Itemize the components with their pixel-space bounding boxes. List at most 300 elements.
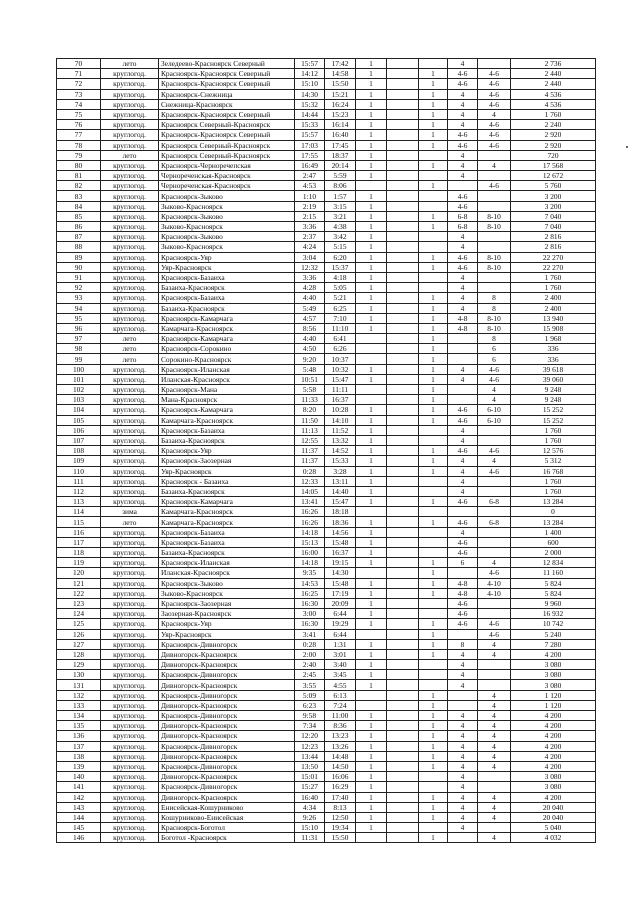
- col-a-cell: 1: [356, 588, 387, 598]
- col-b-cell: [387, 700, 419, 710]
- col-b-cell: [387, 344, 419, 354]
- cars-count-a-cell: 4-8: [448, 323, 478, 333]
- cars-count-b-cell: 4: [478, 761, 511, 771]
- route-cell: Красноярск Северный-Красноярск: [159, 120, 295, 130]
- period-cell: круглогод.: [101, 578, 159, 588]
- col-a-cell: [356, 629, 387, 639]
- col-a-cell: 1: [356, 721, 387, 731]
- row-number-cell: 140: [57, 772, 101, 782]
- row-number-cell: 110: [57, 466, 101, 476]
- cars-count-a-cell: 4-6: [448, 415, 478, 425]
- col-c-cell: 1: [419, 395, 448, 405]
- value-cell: 3 200: [511, 201, 596, 211]
- table-row: [57, 334, 596, 344]
- cars-count-a-cell: [448, 385, 478, 395]
- value-cell: 12 672: [511, 171, 596, 181]
- row-number-cell: 138: [57, 751, 101, 761]
- value-cell: 3 080: [511, 660, 596, 670]
- col-a-cell: 1: [356, 79, 387, 89]
- departure-time-cell: 11:33: [295, 395, 325, 405]
- period-cell: круглогод.: [101, 548, 159, 558]
- col-b-cell: [387, 323, 419, 333]
- col-b-cell: [387, 466, 419, 476]
- period-cell: круглогод.: [101, 609, 159, 619]
- cars-count-b-cell: 4-6: [478, 619, 511, 629]
- table-row: [57, 751, 596, 761]
- col-b-cell: [387, 812, 419, 822]
- arrival-time-cell: 6:20: [325, 252, 356, 262]
- period-cell: круглогод.: [101, 812, 159, 822]
- arrival-time-cell: 13:26: [325, 741, 356, 751]
- col-b-cell: [387, 782, 419, 792]
- col-c-cell: 1: [419, 140, 448, 150]
- col-a-cell: 1: [356, 639, 387, 649]
- cars-count-b-cell: 4-6: [478, 446, 511, 456]
- period-cell: круглогод.: [101, 374, 159, 384]
- period-cell: круглогод.: [101, 466, 159, 476]
- row-number-cell: 130: [57, 670, 101, 680]
- departure-time-cell: 9:26: [295, 812, 325, 822]
- row-number-cell: 117: [57, 537, 101, 547]
- row-number-cell: 113: [57, 497, 101, 507]
- departure-time-cell: 14:53: [295, 578, 325, 588]
- route-cell: Красноярск-Иланская: [159, 558, 295, 568]
- departure-time-cell: 14:44: [295, 109, 325, 119]
- departure-time-cell: 9:35: [295, 568, 325, 578]
- route-cell: Красноярск Северный-Красноярск: [159, 150, 295, 160]
- period-cell: круглогод.: [101, 262, 159, 272]
- col-c-cell: 1: [419, 629, 448, 639]
- col-b-cell: [387, 232, 419, 242]
- cars-count-b-cell: 4-6: [478, 79, 511, 89]
- row-number-cell: 132: [57, 690, 101, 700]
- departure-time-cell: 16:40: [295, 792, 325, 802]
- route-cell: Дивногорск-Красноярск: [159, 792, 295, 802]
- row-number-cell: 112: [57, 486, 101, 496]
- cars-count-b-cell: 4: [478, 456, 511, 466]
- col-b-cell: [387, 150, 419, 160]
- table-row: [57, 99, 596, 109]
- cars-count-b-cell: 4: [478, 812, 511, 822]
- row-number-cell: 79: [57, 150, 101, 160]
- table-row: [57, 476, 596, 486]
- col-c-cell: [419, 242, 448, 252]
- value-cell: 5 312: [511, 456, 596, 466]
- value-cell: 7 040: [511, 222, 596, 232]
- value-cell: 336: [511, 344, 596, 354]
- period-cell: круглогод.: [101, 537, 159, 547]
- value-cell: 720: [511, 150, 596, 160]
- period-cell: круглогод.: [101, 598, 159, 608]
- period-cell: круглогод.: [101, 660, 159, 670]
- value-cell: 1 760: [511, 425, 596, 435]
- value-cell: 15 908: [511, 323, 596, 333]
- period-cell: круглогод.: [101, 751, 159, 761]
- cars-count-b-cell: [478, 598, 511, 608]
- cars-count-a-cell: 4: [448, 425, 478, 435]
- col-c-cell: [419, 272, 448, 282]
- value-cell: 4 200: [511, 721, 596, 731]
- col-a-cell: [356, 833, 387, 843]
- period-cell: круглогод.: [101, 283, 159, 293]
- row-number-cell: 145: [57, 823, 101, 833]
- col-b-cell: [387, 211, 419, 221]
- col-a-cell: 1: [356, 466, 387, 476]
- table-row: [57, 232, 596, 242]
- row-number-cell: 139: [57, 761, 101, 771]
- row-number-cell: 109: [57, 456, 101, 466]
- cars-count-b-cell: 4-6: [478, 374, 511, 384]
- period-cell: круглогод.: [101, 79, 159, 89]
- cars-count-b-cell: [478, 242, 511, 252]
- row-number-cell: 144: [57, 812, 101, 822]
- col-a-cell: 1: [356, 130, 387, 140]
- col-c-cell: 1: [419, 222, 448, 232]
- row-number-cell: 133: [57, 700, 101, 710]
- route-cell: Дивногорск-Красноярск: [159, 772, 295, 782]
- row-number-cell: 101: [57, 374, 101, 384]
- col-c-cell: 1: [419, 568, 448, 578]
- cars-count-a-cell: 4-8: [448, 588, 478, 598]
- table-row: [57, 272, 596, 282]
- departure-time-cell: 13:44: [295, 751, 325, 761]
- col-c-cell: 1: [419, 700, 448, 710]
- route-cell: Кошурниково-Енисейская: [159, 812, 295, 822]
- cars-count-a-cell: 4: [448, 364, 478, 374]
- arrival-time-cell: 19:15: [325, 558, 356, 568]
- col-b-cell: [387, 507, 419, 517]
- col-c-cell: 1: [419, 405, 448, 415]
- col-a-cell: 1: [356, 150, 387, 160]
- cars-count-a-cell: 4-6: [448, 262, 478, 272]
- row-number-cell: 128: [57, 649, 101, 659]
- table-row: [57, 639, 596, 649]
- col-c-cell: 1: [419, 89, 448, 99]
- table-row: [57, 568, 596, 578]
- arrival-time-cell: 10:28: [325, 405, 356, 415]
- departure-time-cell: 12:20: [295, 731, 325, 741]
- col-b-cell: [387, 751, 419, 761]
- col-a-cell: 1: [356, 242, 387, 252]
- col-b-cell: [387, 354, 419, 364]
- col-b-cell: [387, 130, 419, 140]
- table-row: [57, 527, 596, 537]
- table-row: [57, 711, 596, 721]
- period-cell: круглогод.: [101, 69, 159, 79]
- departure-time-cell: 12:23: [295, 741, 325, 751]
- col-c-cell: [419, 598, 448, 608]
- departure-time-cell: 15:57: [295, 59, 325, 69]
- route-cell: Красноярск-Снежница: [159, 89, 295, 99]
- route-cell: Мана-Красноярск: [159, 395, 295, 405]
- period-cell: круглогод.: [101, 435, 159, 445]
- departure-time-cell: 3:55: [295, 680, 325, 690]
- col-b-cell: [387, 446, 419, 456]
- route-cell: Красноярск-Зыково: [159, 211, 295, 221]
- period-cell: круглогод.: [101, 252, 159, 262]
- period-cell: круглогод.: [101, 670, 159, 680]
- cars-count-a-cell: 4-6: [448, 140, 478, 150]
- cars-count-a-cell: [448, 690, 478, 700]
- col-b-cell: [387, 109, 419, 119]
- table-row: [57, 130, 596, 140]
- cars-count-b-cell: 4-6: [478, 629, 511, 639]
- col-b-cell: [387, 222, 419, 232]
- row-number-cell: 88: [57, 242, 101, 252]
- table-row: [57, 435, 596, 445]
- arrival-time-cell: 14:40: [325, 486, 356, 496]
- arrival-time-cell: 17:40: [325, 792, 356, 802]
- table-row: [57, 181, 596, 191]
- value-cell: 0: [511, 507, 596, 517]
- departure-time-cell: 16:30: [295, 598, 325, 608]
- cars-count-b-cell: 8: [478, 334, 511, 344]
- col-c-cell: 1: [419, 558, 448, 568]
- col-a-cell: 1: [356, 548, 387, 558]
- cars-count-b-cell: 4-6: [478, 364, 511, 374]
- cars-count-b-cell: 8-10: [478, 313, 511, 323]
- cars-count-a-cell: 4: [448, 476, 478, 486]
- col-c-cell: [419, 782, 448, 792]
- table-row: [57, 619, 596, 629]
- table-row: [57, 823, 596, 833]
- period-cell: круглогод.: [101, 130, 159, 140]
- value-cell: 2 920: [511, 130, 596, 140]
- period-cell: круглогод.: [101, 761, 159, 771]
- arrival-time-cell: 6:25: [325, 303, 356, 313]
- period-cell: круглогод.: [101, 680, 159, 690]
- route-cell: Красноярск-Базаиха: [159, 293, 295, 303]
- arrival-time-cell: 6:41: [325, 334, 356, 344]
- route-cell: Базаиха-Красноярск: [159, 486, 295, 496]
- value-cell: 13 284: [511, 497, 596, 507]
- value-cell: 22 270: [511, 262, 596, 272]
- cars-count-a-cell: 4-6: [448, 252, 478, 262]
- col-b-cell: [387, 303, 419, 313]
- value-cell: 2 400: [511, 293, 596, 303]
- col-a-cell: 1: [356, 731, 387, 741]
- period-cell: круглогод.: [101, 425, 159, 435]
- col-a-cell: 1: [356, 303, 387, 313]
- cars-count-b-cell: [478, 150, 511, 160]
- period-cell: круглогод.: [101, 181, 159, 191]
- value-cell: 15 252: [511, 405, 596, 415]
- schedule-rows: [57, 59, 596, 843]
- table-row: [57, 109, 596, 119]
- cars-count-b-cell: [478, 59, 511, 69]
- arrival-time-cell: 5:05: [325, 283, 356, 293]
- arrival-time-cell: 17:45: [325, 140, 356, 150]
- departure-time-cell: 1:10: [295, 191, 325, 201]
- cars-count-b-cell: 6-10: [478, 405, 511, 415]
- arrival-time-cell: 14:48: [325, 751, 356, 761]
- col-a-cell: 1: [356, 99, 387, 109]
- cars-count-a-cell: 6: [448, 558, 478, 568]
- value-cell: 9 248: [511, 385, 596, 395]
- cars-count-a-cell: 6-8: [448, 211, 478, 221]
- row-number-cell: 72: [57, 79, 101, 89]
- value-cell: 1 120: [511, 690, 596, 700]
- route-cell: Красноярск-Базаиха: [159, 272, 295, 282]
- col-b-cell: [387, 792, 419, 802]
- col-c-cell: 1: [419, 802, 448, 812]
- value-cell: 4 200: [511, 751, 596, 761]
- row-number-cell: 143: [57, 802, 101, 812]
- col-a-cell: 1: [356, 527, 387, 537]
- col-c-cell: 1: [419, 334, 448, 344]
- period-cell: круглогод.: [101, 89, 159, 99]
- departure-time-cell: 15:32: [295, 99, 325, 109]
- departure-time-cell: 14:18: [295, 558, 325, 568]
- value-cell: 5 040: [511, 823, 596, 833]
- col-a-cell: [356, 507, 387, 517]
- departure-time-cell: 12:33: [295, 476, 325, 486]
- col-b-cell: [387, 191, 419, 201]
- row-number-cell: 76: [57, 120, 101, 130]
- row-number-cell: 73: [57, 89, 101, 99]
- col-b-cell: [387, 761, 419, 771]
- arrival-time-cell: 4:18: [325, 272, 356, 282]
- col-b-cell: [387, 588, 419, 598]
- table-row: [57, 313, 596, 323]
- route-cell: Красноярск-Боготол: [159, 823, 295, 833]
- cars-count-b-cell: [478, 201, 511, 211]
- table-row: [57, 354, 596, 364]
- departure-time-cell: 2:47: [295, 171, 325, 181]
- period-cell: круглогод.: [101, 140, 159, 150]
- arrival-time-cell: 18:37: [325, 150, 356, 160]
- arrival-time-cell: 14:30: [325, 568, 356, 578]
- value-cell: 1 968: [511, 334, 596, 344]
- route-cell: Красноярск-Иланская: [159, 364, 295, 374]
- col-b-cell: [387, 548, 419, 558]
- cars-count-a-cell: 4: [448, 670, 478, 680]
- arrival-time-cell: 15:47: [325, 497, 356, 507]
- cars-count-a-cell: 4-6: [448, 619, 478, 629]
- arrival-time-cell: 11:00: [325, 711, 356, 721]
- period-cell: круглогод.: [101, 823, 159, 833]
- table-row: [57, 802, 596, 812]
- col-b-cell: [387, 293, 419, 303]
- cars-count-b-cell: 4-6: [478, 89, 511, 99]
- value-cell: 2 736: [511, 59, 596, 69]
- row-number-cell: 122: [57, 588, 101, 598]
- arrival-time-cell: 13:32: [325, 435, 356, 445]
- row-number-cell: 107: [57, 435, 101, 445]
- route-cell: Красноярск-Красноярск Северный: [159, 130, 295, 140]
- departure-time-cell: 0:28: [295, 639, 325, 649]
- cars-count-b-cell: [478, 823, 511, 833]
- departure-time-cell: 13:50: [295, 761, 325, 771]
- table-row: [57, 395, 596, 405]
- cars-count-b-cell: 4-6: [478, 69, 511, 79]
- col-a-cell: 1: [356, 272, 387, 282]
- col-b-cell: [387, 242, 419, 252]
- cars-count-b-cell: 4-6: [478, 130, 511, 140]
- arrival-time-cell: 14:56: [325, 527, 356, 537]
- col-a-cell: 1: [356, 537, 387, 547]
- col-a-cell: [356, 181, 387, 191]
- route-cell: Базаиха-Красноярск: [159, 435, 295, 445]
- value-cell: 15 252: [511, 415, 596, 425]
- table-row: [57, 833, 596, 843]
- departure-time-cell: 8:20: [295, 405, 325, 415]
- table-row: [57, 629, 596, 639]
- table-row: [57, 171, 596, 181]
- cars-count-a-cell: 4: [448, 823, 478, 833]
- cars-count-b-cell: 4-6: [478, 140, 511, 150]
- route-cell: Красноярск-Зыково: [159, 232, 295, 242]
- col-c-cell: [419, 486, 448, 496]
- cars-count-b-cell: [478, 486, 511, 496]
- col-c-cell: 1: [419, 181, 448, 191]
- row-number-cell: 77: [57, 130, 101, 140]
- col-b-cell: [387, 69, 419, 79]
- route-cell: Дивногорск-Красноярск: [159, 649, 295, 659]
- col-c-cell: 1: [419, 812, 448, 822]
- col-c-cell: 1: [419, 211, 448, 221]
- col-a-cell: [356, 700, 387, 710]
- route-cell: Дивногорск-Красноярск: [159, 751, 295, 761]
- cars-count-a-cell: [448, 334, 478, 344]
- route-cell: Красноярск-Дивногорск: [159, 741, 295, 751]
- col-b-cell: [387, 334, 419, 344]
- col-c-cell: 1: [419, 792, 448, 802]
- route-cell: Красноярск-Черноречепская: [159, 160, 295, 170]
- table-row: [57, 140, 596, 150]
- departure-time-cell: 15:13: [295, 537, 325, 547]
- arrival-time-cell: 18:18: [325, 507, 356, 517]
- departure-time-cell: 2:00: [295, 649, 325, 659]
- row-number-cell: 123: [57, 598, 101, 608]
- row-number-cell: 94: [57, 303, 101, 313]
- cars-count-a-cell: 4: [448, 303, 478, 313]
- cars-count-a-cell: 4-6: [448, 517, 478, 527]
- cars-count-a-cell: 4: [448, 293, 478, 303]
- arrival-time-cell: 18:36: [325, 517, 356, 527]
- col-b-cell: [387, 670, 419, 680]
- col-b-cell: [387, 313, 419, 323]
- col-b-cell: [387, 79, 419, 89]
- table-row: [57, 323, 596, 333]
- cars-count-b-cell: [478, 476, 511, 486]
- cars-count-b-cell: [478, 670, 511, 680]
- col-b-cell: [387, 609, 419, 619]
- row-number-cell: 141: [57, 782, 101, 792]
- period-cell: лето: [101, 344, 159, 354]
- departure-time-cell: 4:40: [295, 293, 325, 303]
- arrival-time-cell: 15:37: [325, 262, 356, 272]
- cars-count-a-cell: [448, 181, 478, 191]
- col-b-cell: [387, 456, 419, 466]
- col-c-cell: 1: [419, 761, 448, 771]
- departure-time-cell: 4:24: [295, 242, 325, 252]
- departure-time-cell: 2:45: [295, 670, 325, 680]
- departure-time-cell: 12:32: [295, 262, 325, 272]
- cars-count-a-cell: 4: [448, 731, 478, 741]
- row-number-cell: 124: [57, 609, 101, 619]
- route-cell: Боготол -Красноярск: [159, 833, 295, 843]
- col-a-cell: 1: [356, 293, 387, 303]
- col-c-cell: [419, 59, 448, 69]
- col-c-cell: 1: [419, 79, 448, 89]
- period-cell: круглогод.: [101, 120, 159, 130]
- col-a-cell: 1: [356, 823, 387, 833]
- col-b-cell: [387, 171, 419, 181]
- route-cell: Дивногорск-Красноярск: [159, 680, 295, 690]
- cars-count-b-cell: [478, 660, 511, 670]
- cars-count-a-cell: 4: [448, 741, 478, 751]
